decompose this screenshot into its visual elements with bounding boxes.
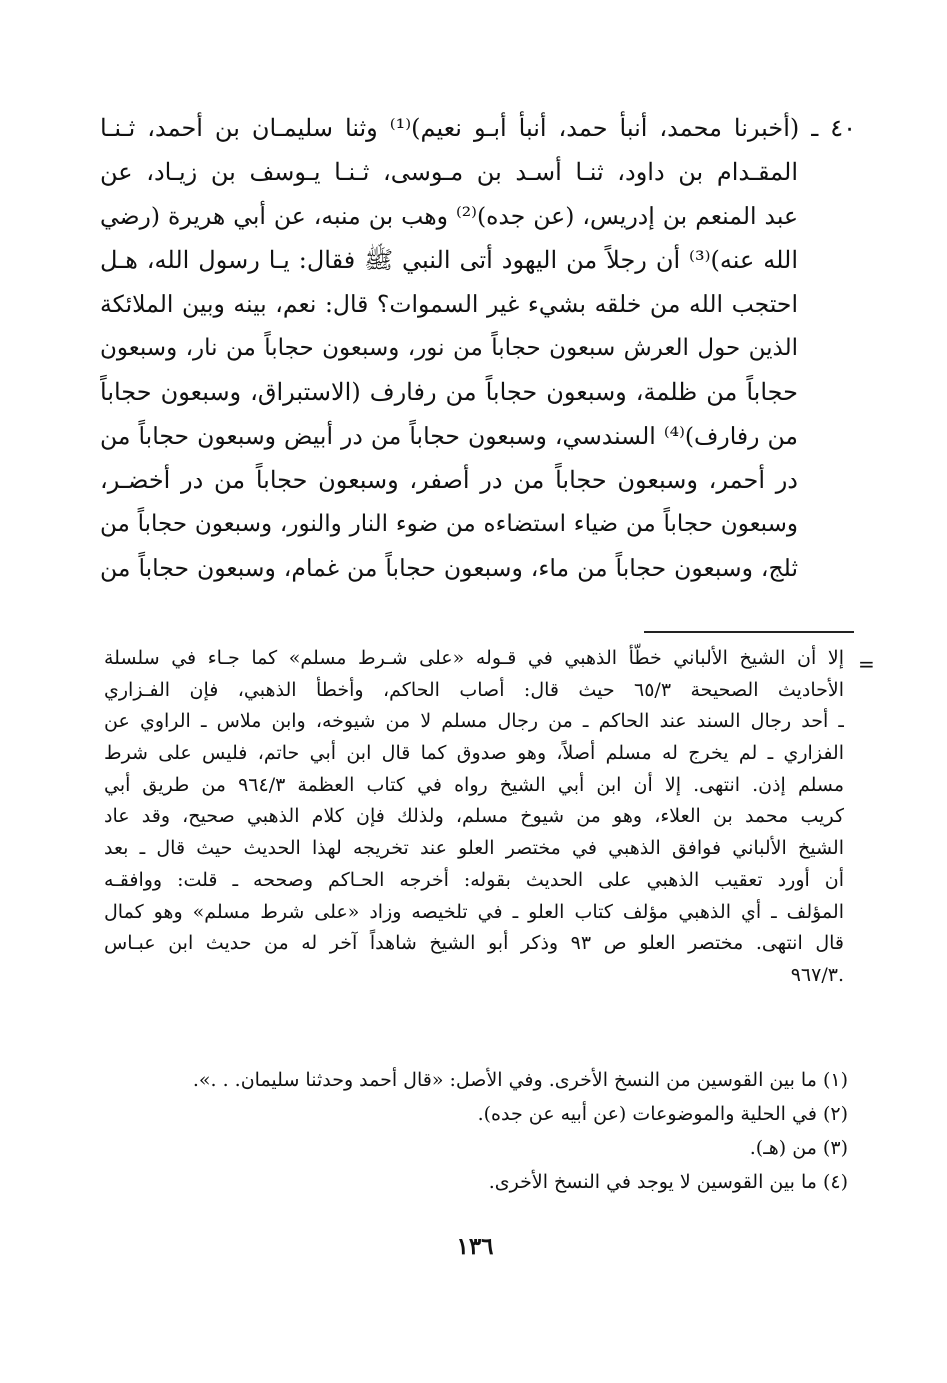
hadith-line: در أحمر، وسبعون حجاباً من در أصفر، وسبعون حجاباً من در أخضـر،	[100, 466, 798, 494]
footnote-line: المؤلف ـ أي الذهبي مؤلف كتاب العلو ـ في تلخيصه وزاد «على شرط مسلم» وهو كمال	[104, 900, 844, 923]
hadith-line: عبد المنعم بن إدريس، (عن جده)⁽²⁾ وهب بن منبه، عن أبي هريرة (رضي	[100, 202, 798, 230]
hadith-line: حجاباً من ظلمة، وسبعون حجاباً من رفارف (الاستبراق، وسبعون حجاباً	[100, 378, 798, 406]
hadith-line: المقـدام بن داود، ثنـا أسـد بن مـوسى، ثـنـا يـوسف بن زيـاد، عن	[100, 158, 798, 186]
page-number: ١٣٦	[456, 1233, 494, 1260]
footnote-continuation	[104, 643, 844, 992]
footnote-item: (٢) في الحلية والموضوعات (عن أبيه عن جده).	[477, 1103, 848, 1125]
footnote-line: مسلم إذن. انتهى. إلا أن ابن أبي الشيخ رواه في كتاب العظمة ٩٦٤/٣ من طريق أبي	[104, 773, 844, 796]
hadith-line: احتجب الله من خلقه بشيء غير السموات؟ قال: نعم، بينه وبين الملائكة	[100, 290, 798, 318]
hadith-line: ٤٠ ـ (أخبرنا محمد، أنبأ حمد، أنبأ أبـو نعيم)⁽¹⁾ وثنا سليمـان بن أحمد، ثـنـا	[100, 114, 856, 142]
hadith-line: الذين حول العرش سبعون حجاباً من نور، وسبعون حجاباً من نار، وسبعون	[100, 335, 798, 361]
hadith-text	[100, 106, 856, 590]
hadith-line: الله عنه)⁽³⁾ أن رجلاً من اليهود أتى النبي ﷺ فقال: يـا رسول الله، هـل	[100, 246, 798, 274]
footnote-line: أن أورد تعقيب الذهبي على الحديث بقوله: أخرجه الحـاكم وصححه ـ قلت: ووافقـه	[104, 868, 844, 891]
hadith-line: ثلج، وسبعون حجاباً من ماء، وسبعون حجاباً من غمام، وسبعون حجاباً من	[100, 554, 798, 582]
footnote-continuation-marker: =	[858, 652, 875, 676]
footnote-line: إلا أن الشيخ الألباني خطّأ الذهبي في قـوله «على شـرط مسلم» كما جـاء في سلسلة	[104, 647, 844, 669]
footnote-line: .٩٦٧/٣	[790, 963, 844, 986]
footnote-item: (٣) من (هـ).	[749, 1137, 848, 1159]
footnote-line: الفزاري ـ لم يخرج له مسلم أصلاً، وهو صدوق كما قال ابن أبي حاتم، فليس على شرط	[104, 742, 844, 765]
footnote-item: (٤) ما بين القوسين لا يوجد في النسخ الأخرى.	[488, 1171, 848, 1193]
footnotes-list	[104, 1063, 848, 1199]
footnote-line: قال انتهى. مختصر العلو ص ٩٣ وذكر أبو الشيخ شاهداً آخر له من حديث ابن عبـاس	[104, 932, 844, 955]
footnote-line: كريب محمد بن العلاء، وهو من شيوخ مسلم، ولذلك فإن كلام الذهبي صحيح، وقد عاد	[104, 805, 844, 828]
hadith-line: من رفارف)⁽⁴⁾ السندسي، وسبعون حجاباً من در أبيض وسبعون حجاباً من	[100, 422, 798, 450]
footnote-separator	[644, 631, 854, 633]
footnote-line: الأحاديث الصحيحة ٦٥/٣ حيث قال: أصاب الحاكم، وأخطأ الذهبي، فإن الفـزاري	[104, 678, 844, 701]
footnote-line: الشيخ الألباني فوافق الذهبي في مختصر العلو عند تخريجه لهذا الحديث حيث قال ـ بعد	[104, 837, 844, 860]
footnote-item: (١) ما بين القوسين من النسخ الأخرى. وفي الأصل: «قال أحمد وحدثنا سليمان. . .».	[192, 1069, 848, 1091]
hadith-line: وسبعون حجاباً من ضياء استضاءه من ضوء النار والنور، وسبعون حجاباً من	[100, 511, 798, 537]
footnote-line: ـ أحد رجال السند عند الحاكم ـ من رجال مسلم لا من شيوخه، وابن ملاس ـ الراوي عن	[104, 710, 844, 733]
